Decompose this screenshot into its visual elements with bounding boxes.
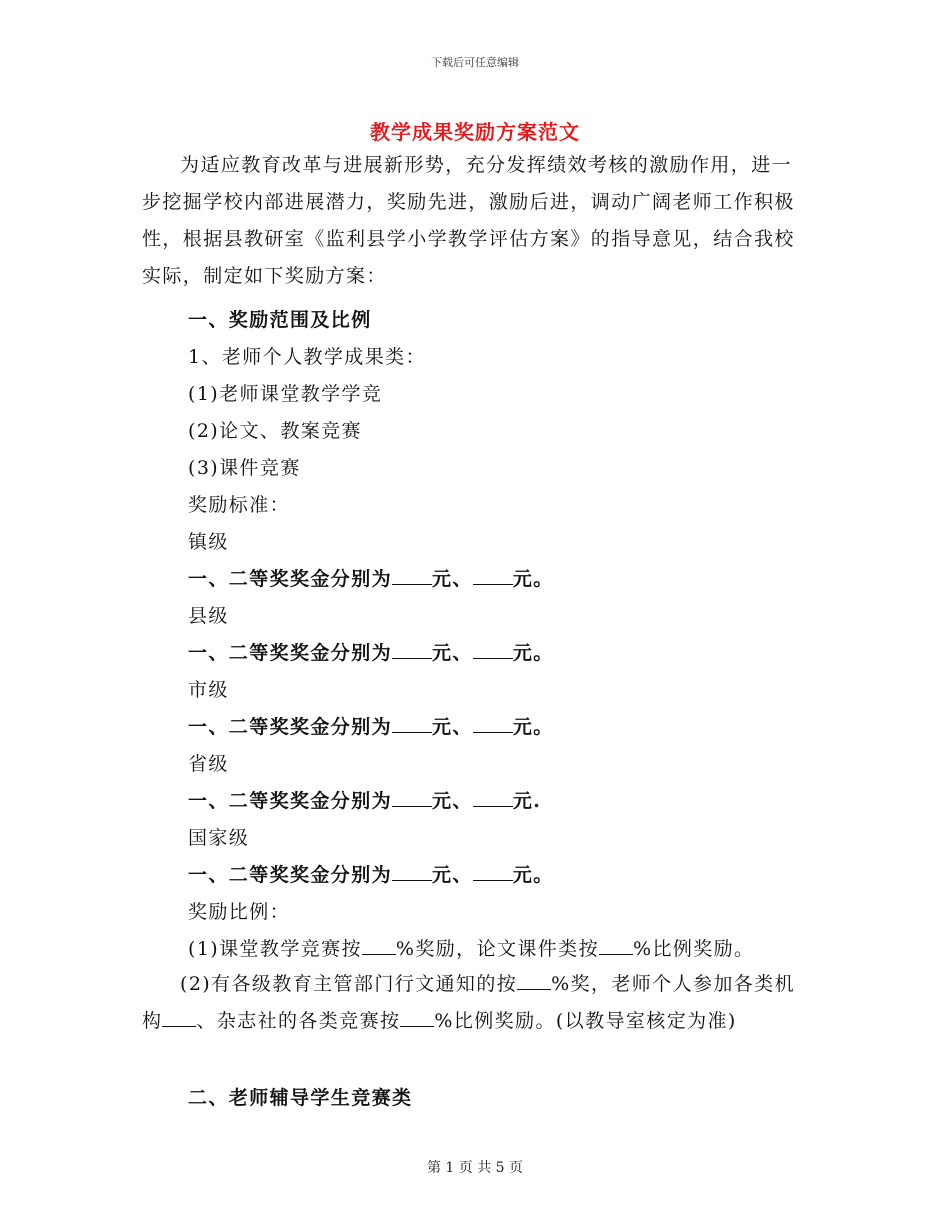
ratio-item-1: [188, 934, 754, 961]
blank-field: [362, 938, 396, 955]
award-prefix: 一、二等奖奖金分别为: [188, 642, 393, 664]
level-award-line: [188, 860, 554, 887]
standard-label: 奖励标准：: [188, 494, 291, 516]
blank-field: [473, 714, 513, 733]
intro-text: 为适应教育改革与进展新形势，充分发挥绩效考核的激励作用，进一步挖掘学校内部进展潜力，奖励先进，激励后进，调动广阔老师工作积极性，根据县教研室《监利县学小学教学评估方案》的指导意见，结合我校实际，制定如下奖励方案：: [142, 154, 795, 287]
award-mid: 元、: [432, 716, 473, 738]
level-award-line: [188, 712, 554, 739]
award-prefix: 一、二等奖奖金分别为: [188, 716, 393, 738]
intro-paragraph: [142, 147, 802, 295]
ratio-label: 奖励比例：: [188, 901, 291, 923]
ratio-text-b: %奖，老师个人参加各类机构: [142, 973, 795, 1032]
blank-field: [392, 566, 432, 585]
section-1-heading: 一、奖励范围及比例: [188, 309, 372, 331]
blank-field: [473, 862, 513, 881]
ratio-text-a: (2)有各级教育主管部门行文通知的按: [180, 973, 518, 995]
award-prefix: 一、二等奖奖金分别为: [188, 790, 393, 812]
item-3: (3)课件竞赛: [188, 457, 301, 479]
award-mid: 元、: [432, 642, 473, 664]
blank-field: [392, 862, 432, 881]
level-name: 国家级: [188, 827, 250, 849]
level-name: 省级: [188, 753, 229, 775]
page-footer: 第 1 页 共 5 页: [426, 1160, 524, 1176]
blank-field: [473, 640, 513, 659]
blank-field: [473, 788, 513, 807]
blank-field: [400, 1010, 434, 1027]
blank-field: [162, 1010, 196, 1027]
award-prefix: 一、二等奖奖金分别为: [188, 864, 393, 886]
subsection-1-heading: 1、老师个人教学成果类：: [188, 346, 426, 368]
blank-field: [392, 714, 432, 733]
blank-field: [473, 566, 513, 585]
ratio-text: (1)课堂教学竞赛按: [188, 938, 362, 960]
award-end: 元。: [512, 568, 554, 590]
blank-field: [599, 938, 633, 955]
award-end: 元。: [512, 642, 554, 664]
ratio-text: [142, 966, 802, 1040]
award-end: 元。: [512, 864, 554, 886]
ratio-text: %奖励，论文课件类按: [395, 938, 599, 960]
award-end: 元。: [512, 716, 554, 738]
level-award-line: [188, 638, 554, 665]
award-mid: 元、: [432, 568, 473, 590]
item-2: (2)论文、教案竞赛: [188, 420, 362, 442]
award-mid: 元、: [432, 790, 473, 812]
ratio-text: %比例奖励。: [632, 938, 755, 960]
ratio-text-c: 、杂志社的各类竞赛按: [196, 1010, 401, 1032]
page-header: 下载后可任意编辑: [431, 56, 519, 69]
level-name: 市级: [188, 679, 229, 701]
level-name: 县级: [188, 605, 229, 627]
blank-field: [392, 788, 432, 807]
ratio-item-2: [142, 966, 802, 1040]
ratio-text-d: %比例奖励。(以教导室核定为准): [434, 1010, 737, 1032]
level-award-line: [188, 564, 554, 591]
award-mid: 元、: [432, 864, 473, 886]
blank-field: [392, 640, 432, 659]
award-prefix: 一、二等奖奖金分别为: [188, 568, 393, 590]
level-name: 镇级: [188, 531, 229, 553]
award-end: 元.: [512, 790, 542, 812]
section-2-heading: 二、老师辅导学生竞赛类: [188, 1087, 413, 1109]
level-award-line: [188, 786, 541, 813]
blank-field: [517, 973, 551, 990]
item-1: (1)老师课堂教学学竞: [188, 383, 383, 405]
document-title: 教学成果奖励方案范文: [370, 120, 580, 144]
